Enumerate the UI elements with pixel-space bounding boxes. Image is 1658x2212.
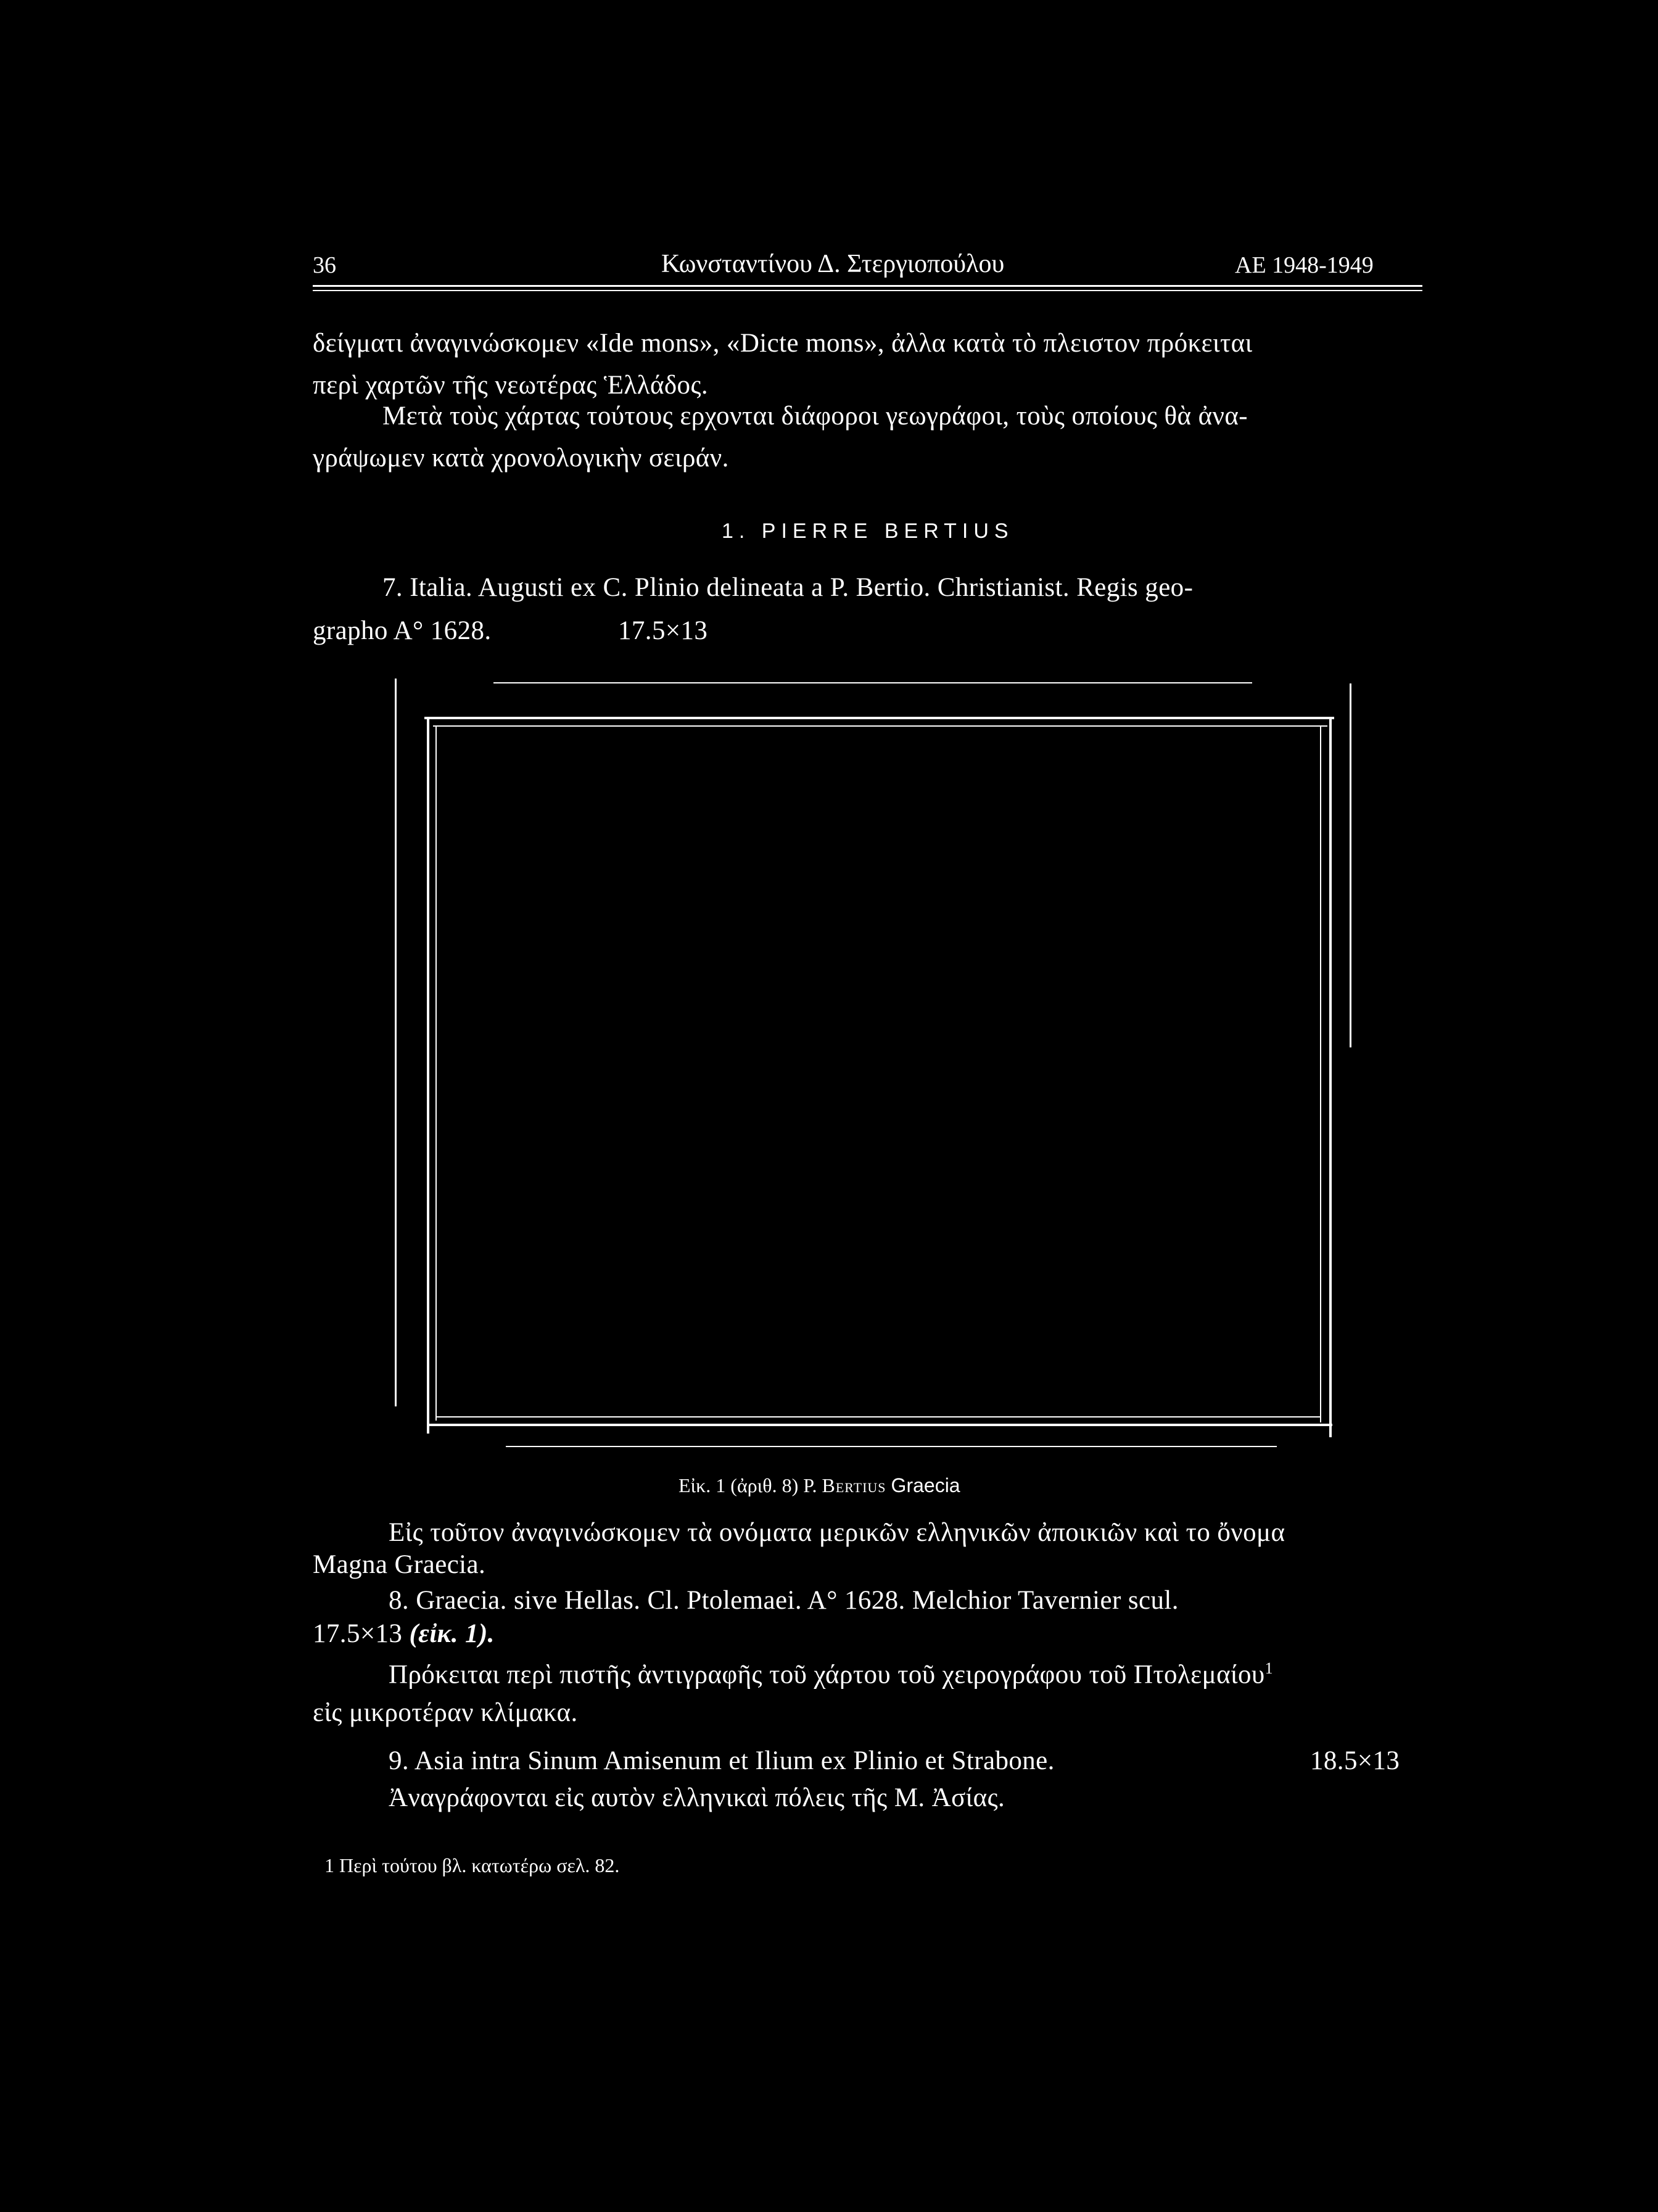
entry-7-line-2: grapho A° 1628.	[313, 616, 492, 645]
frame-inner-bottom-2	[435, 1416, 1321, 1418]
after-figure-line-5	[389, 1659, 1273, 1690]
after-figure-line-6: εἰς μικροτέραν κλίμακα.	[313, 1698, 578, 1727]
header-author-title: Κωνσταντίνου Δ. Στεργιοπούλου	[661, 250, 1005, 278]
after-figure-line-5-text: Πρόκειται περὶ πιστῆς ἀντιγραφῆς τοῦ χάρτου τοῦ χειρογράφου τοῦ Πτολεμαίου	[389, 1660, 1265, 1690]
entry-8-line-2	[313, 1619, 495, 1649]
footnote: 1 Περὶ τούτου βλ. κατωτέρω σελ. 82.	[324, 1854, 620, 1876]
section-heading: 1. PIERRE BERTIUS	[722, 519, 1014, 543]
frame-inner-right-2	[1320, 725, 1321, 1422]
after-figure-line-8: Ἀναγράφονται εἰς αυτὸν ελληνικαὶ πόλεις τῆς Μ. Ἀσίας.	[389, 1783, 1005, 1812]
paragraph-1-line-1: δείγματι ἀναγινώσκομεν «Ide mons», «Dicte mons», ἀλλα κατὰ τὸ πλειστον πρόκειται	[313, 329, 1253, 358]
frame-outer-right	[1350, 683, 1351, 1047]
page-number: 36	[313, 252, 336, 278]
frame-inner-left-2	[435, 727, 437, 1421]
frame-inner-bottom	[427, 1424, 1332, 1426]
entry-7-size: 17.5×13	[618, 616, 708, 645]
entry-9-size: 18.5×13	[1310, 1746, 1400, 1775]
header-rule-top	[313, 285, 1422, 287]
caption-prefix: Εἰκ. 1 (ἀριθ. 8) P.	[678, 1474, 817, 1496]
frame-inner-left	[427, 718, 429, 1434]
frame-inner-right	[1329, 717, 1332, 1437]
entry-8-line-1: 8. Graecia. sive Hellas. Cl. Ptolemaei. A° 1628. Melchior Tavernier scul.	[389, 1586, 1179, 1615]
entry-9: 9. Asia intra Sinum Amisenum et Ilium ex Plinio et Strabone.	[389, 1746, 1055, 1775]
after-figure-line-1: Εἰς τοῦτον ἀναγινώσκομεν τὰ ονόματα μερικῶν ελληνικῶν ἀποικιῶν καὶ το ὄνομα	[389, 1518, 1285, 1547]
after-figure-line-2: Magna Graecia.	[313, 1550, 486, 1579]
frame-outer-left	[395, 679, 397, 1406]
paragraph-2-line-1: Μετὰ τοὺς χάρτας τούτους ερχονται διάφοροι γεωγράφοι, τοὺς οποίους θὰ ἀνα-	[382, 402, 1248, 431]
entry-7-line-1: 7. Italia. Augusti ex C. Plinio delineata a P. Bertio. Christianist. Regis geo-	[382, 573, 1194, 602]
paragraph-1-line-2: περὶ χαρτῶν τῆς νεωτέρας Ἑλλάδος.	[313, 371, 709, 400]
frame-inner-top	[424, 717, 1334, 719]
caption-author: Bertius	[822, 1474, 886, 1496]
frame-bottom-rule	[506, 1446, 1277, 1447]
frame-inner-top-2	[433, 725, 1327, 727]
entry-8-figure-ref: (εἰκ. 1).	[409, 1619, 495, 1648]
figure-caption	[678, 1474, 960, 1497]
header-rule-bottom	[313, 290, 1422, 291]
frame-top-rule	[493, 682, 1252, 683]
map-figure	[395, 679, 1357, 1419]
header-journal: ΑΕ 1948-1949	[1235, 252, 1374, 278]
footnote-marker: 1	[1264, 1659, 1273, 1677]
paragraph-2-line-2: γράψωμεν κατὰ χρονολογικὴν σειράν.	[313, 444, 729, 473]
entry-8-size: 17.5×13	[313, 1619, 403, 1648]
caption-title: Graecia	[891, 1474, 960, 1496]
